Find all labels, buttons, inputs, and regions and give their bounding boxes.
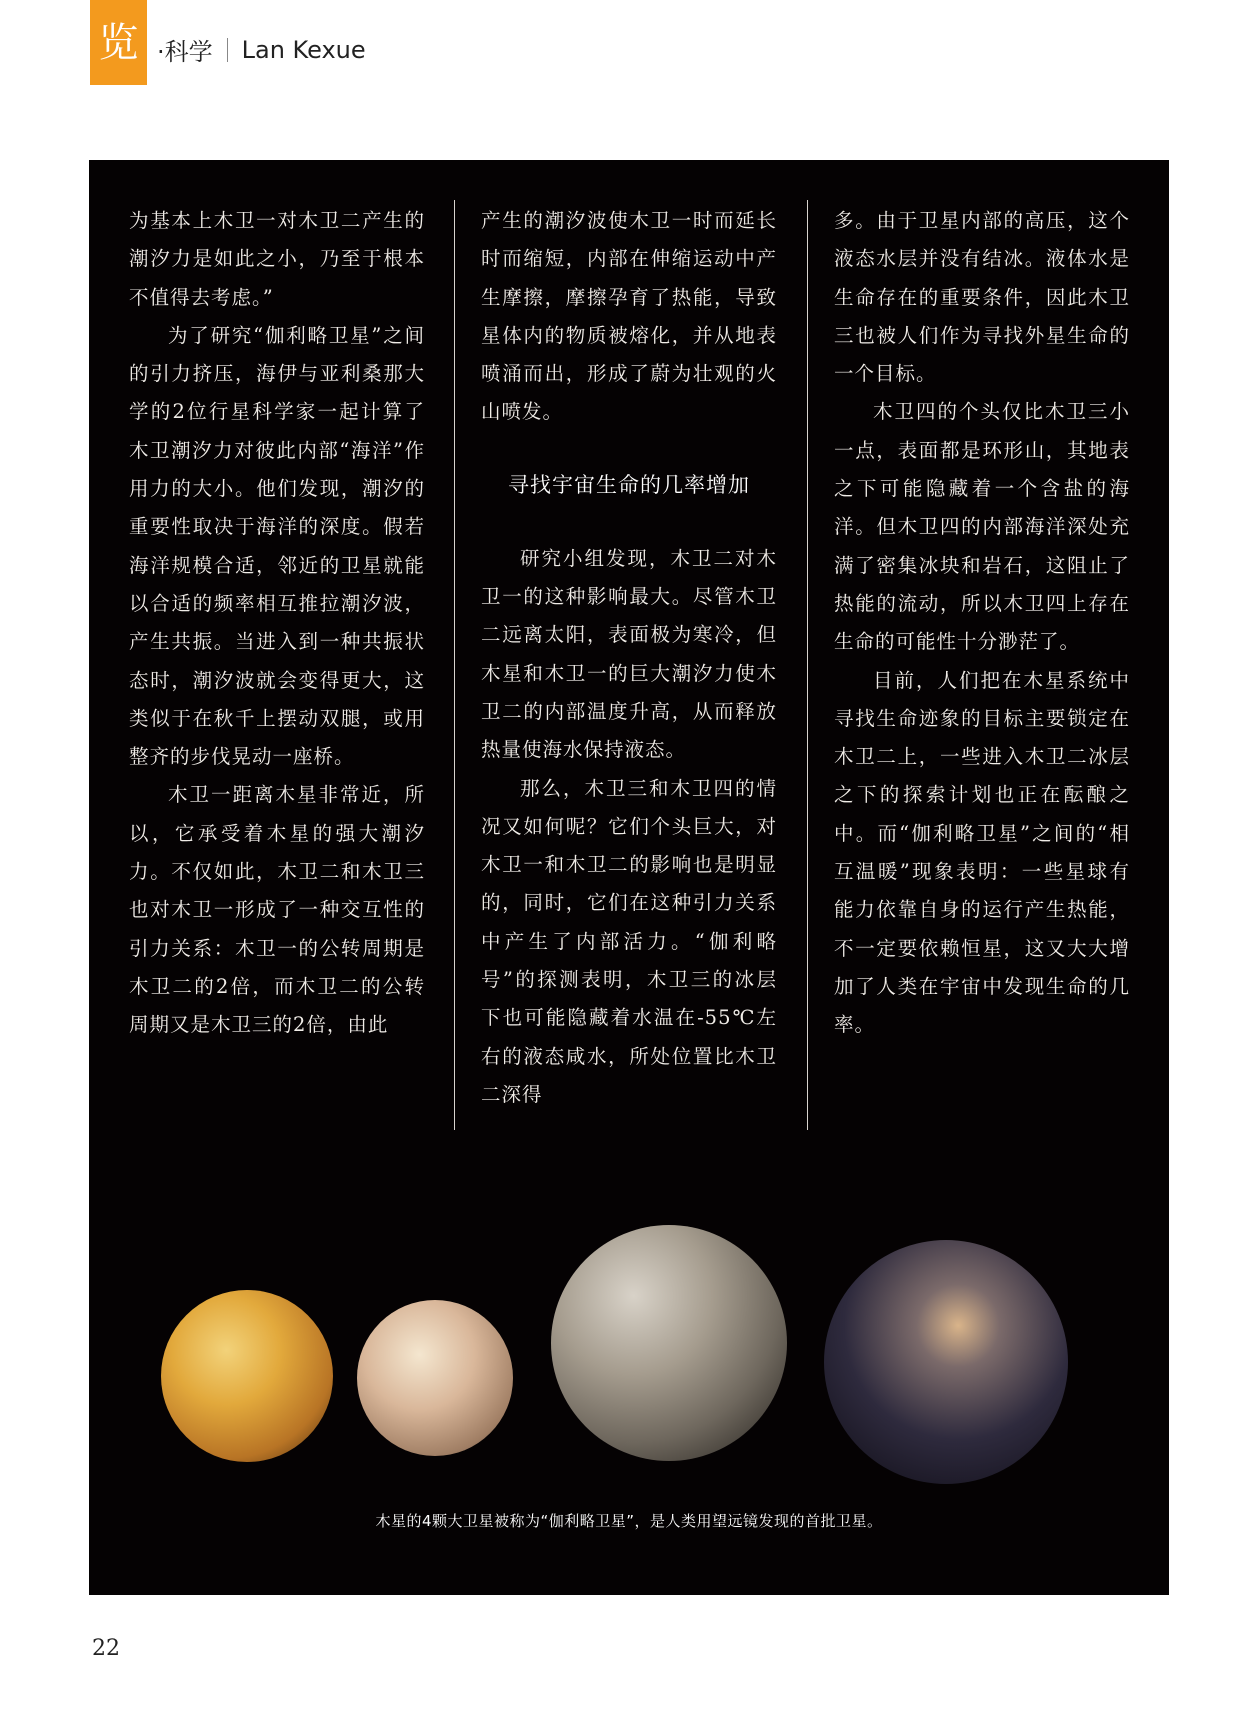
paragraph: 多。由于卫星内部的高压，这个液态水层并没有结冰。液体水是生命存在的重要条件，因此木卫三也被人们作为寻找外星生命的一个目标。 <box>834 209 1130 386</box>
ganymede-image <box>551 1225 787 1461</box>
io-image <box>161 1290 333 1462</box>
galilean-moons-figure <box>89 1150 1169 1510</box>
callisto-image <box>824 1240 1068 1484</box>
paragraph: 那么，木卫三和木卫四的情况又如何呢？它们个头巨大，对木卫一和木卫二的影响也是明显的，同时，它们在这种引力关系中产生了内部活力。“伽利略号”的探测表明，木卫三的冰层下也可能隐藏着水温在-55℃左右的液态咸水，所处位置比木卫二深得 <box>481 776 777 1106</box>
paragraph: 为了研究“伽利略卫星”之间的引力挤压，海伊与亚利桑那大学的2位行星科学家一起计算了木卫潮汐力对彼此内部“海洋”作用力的大小。他们发现，潮汐的重要性取决于海洋的深度。假若海洋规模合适，邻近的卫星就能以合适的频率相互推拉潮汐波，产生共振。当进入到一种共振状态时，潮汐波就会变得更大，这类似于在秋千上摆动双腿，或用整齐的步伐晃动一座桥。 <box>129 323 425 769</box>
section-name-en: Lan Kexue <box>241 35 366 64</box>
article-column-2 <box>481 202 777 1114</box>
article-column-1 <box>129 202 425 1045</box>
article-column-3 <box>834 202 1130 1045</box>
column-rule <box>454 200 455 1130</box>
paragraph: 目前，人们把在木星系统中寻找生命迹象的目标主要锁定在木卫二上，一些进入木卫二冰层之下的探索计划也正在酝酿之中。而“伽利略卫星”之间的“相互温暖”现象表明：一些星球有能力依靠自身的运行产生热能，不一定要依赖恒星，这又大大增加了人类在宇宙中发现生命的几率。 <box>834 668 1130 1037</box>
logo-char: 览 <box>98 19 139 66</box>
paragraph: 产生的潮汐波使木卫一时而延长时而缩短，内部在伸缩运动中产生摩擦，摩擦孕育了热能，导致星体内的物质被熔化，并从地表喷涌而出，形成了蔚为壮观的火山喷发。 <box>481 209 777 424</box>
page-number: 22 <box>92 1636 120 1661</box>
article-panel <box>89 160 1169 1595</box>
section-logo <box>90 0 147 85</box>
section-name: ·科学 <box>157 38 213 66</box>
paragraph: 木卫一距离木星非常近，所以，它承受着木星的强大潮汐力。不仅如此，木卫二和木卫三也对木卫一形成了一种交互性的引力关系：木卫一的公转周期是木卫二的2倍，而木卫二的公转周期又是木卫三的2倍，由此 <box>129 783 425 1037</box>
paragraph: 为基本上木卫一对木卫二产生的潮汐力是如此之小，乃至于根本不值得去考虑。” <box>129 209 425 309</box>
figure-caption: 木星的4颗大卫星被称为“伽利略卫星”，是人类用望远镜发现的首批卫星。 <box>375 1512 883 1530</box>
paragraph: 木卫四的个头仅比木卫三小一点，表面都是环形山，其地表之下可能隐藏着一个含盐的海洋。但木卫四的内部海洋深处充满了密集冰块和岩石，这阻止了热能的流动，所以木卫四上存在生命的可能性十分渺茫了。 <box>834 400 1130 654</box>
header-divider <box>227 38 228 62</box>
europa-image <box>357 1300 513 1456</box>
column-rule <box>807 200 808 1130</box>
paragraph: 研究小组发现，木卫二对木卫一的这种影响最大。尽管木卫二远离太阳，表面极为寒冷，但木星和木卫一的巨大潮汐力使木卫二的内部温度升高，从而释放热量使海水保持液态。 <box>481 546 777 762</box>
section-heading: 寻找宇宙生命的几率增加 <box>508 472 750 497</box>
page-header <box>90 0 366 85</box>
